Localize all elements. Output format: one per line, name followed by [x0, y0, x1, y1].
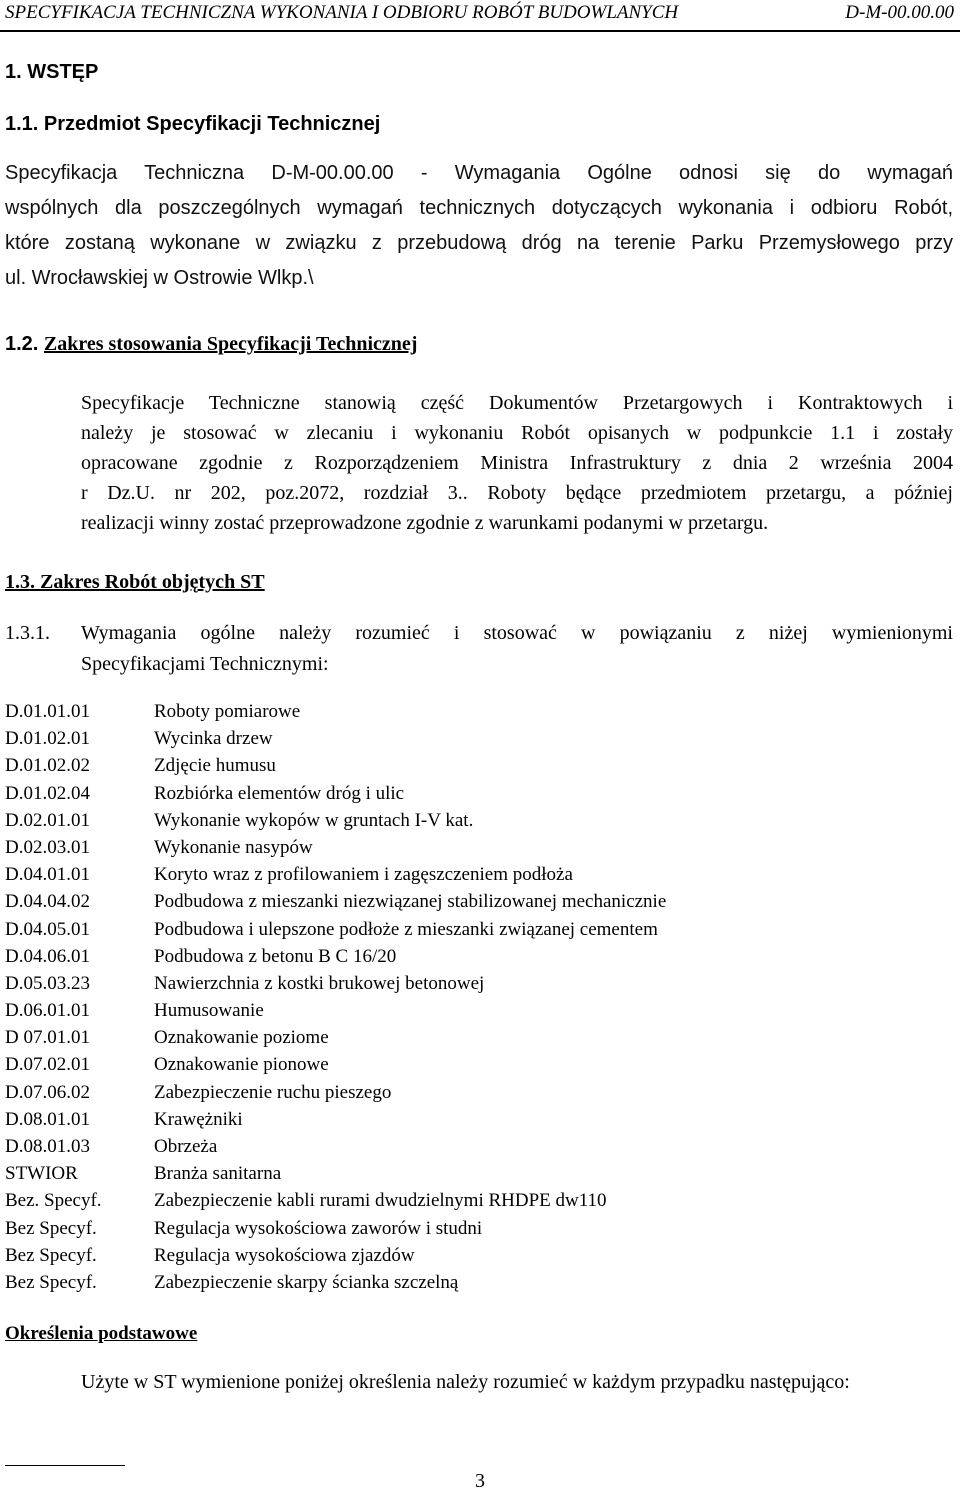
spec-code: Bez Specyf.	[5, 1271, 97, 1293]
paragraph-line: Specyfikacjami Technicznymi:	[81, 653, 329, 675]
spec-name: Obrzeża	[154, 1136, 218, 1157]
spec-code: D.08.01.01	[5, 1108, 90, 1130]
spec-list-item	[5, 997, 905, 1024]
spec-list-item	[5, 1215, 905, 1242]
page-header	[0, 0, 960, 32]
spec-name: Podbudowa z mieszanki niezwiązanej stabilizowanej mechanicznie	[154, 891, 667, 913]
spec-name: Nawierzchnia z kostki brukowej betonowej	[154, 972, 485, 994]
section-1-3-1-text	[81, 618, 953, 680]
spec-name: Zdjęcie humusu	[154, 755, 276, 777]
spec-list-item	[5, 1051, 905, 1078]
spec-code: D.01.02.04	[5, 782, 90, 804]
spec-code: D.01.02.01	[5, 728, 90, 750]
section-1-2-paragraph	[81, 388, 953, 538]
section-1-2-title: Zakres stosowania Specyfikacji Technicznej	[43, 333, 418, 355]
spec-name: Oznakowanie pionowe	[154, 1054, 329, 1076]
spec-name: Humusowanie	[154, 1000, 264, 1022]
spec-name: Regulacja wysokościowa zaworów i studni	[154, 1217, 483, 1239]
spec-name: Podbudowa z betonu B C 16/20	[154, 945, 397, 967]
section-1-2-number: 1.2.	[5, 333, 39, 355]
header-document-code: D-M-00.00.00	[845, 2, 954, 23]
spec-code: D.04.05.01	[5, 918, 90, 940]
spec-name: Zabezpieczenie ruchu pieszego	[154, 1081, 392, 1103]
paragraph-line: które zostaną wykonane w związku z przebudową dróg na terenie Parku Przemysłowego przy	[5, 232, 953, 254]
section-1-1-paragraph	[5, 156, 953, 296]
spec-list-item	[5, 1160, 905, 1187]
spec-list-item	[5, 1106, 905, 1133]
spec-name: Krawężniki	[154, 1108, 243, 1130]
spec-code: D.08.01.03	[5, 1136, 90, 1157]
spec-name: Regulacja wysokościowa zjazdów	[154, 1244, 415, 1266]
spec-code: D.01.02.02	[5, 755, 90, 777]
spec-name: Oznakowanie poziome	[154, 1027, 329, 1049]
spec-name: Zabezpieczenie kabli rurami dwudzielnymi RHDPE dw110	[154, 1190, 607, 1212]
paragraph-line: ul. Wrocławskiej w Ostrowie Wlkp.\	[5, 267, 314, 289]
paragraph-line: wspólnych dla poszczególnych wymagań technicznych dotyczących wykonania i odbioru Robót,	[5, 197, 953, 219]
spec-list-item	[5, 970, 905, 997]
spec-list-item	[5, 1079, 905, 1106]
spec-name: Branża sanitarna	[154, 1163, 282, 1185]
spec-list-item	[5, 916, 905, 943]
spec-code: D.04.04.02	[5, 891, 90, 913]
spec-list-item	[5, 780, 905, 807]
spec-code: D.02.03.01	[5, 836, 90, 858]
section-1-heading: 1. WSTĘP	[5, 61, 99, 83]
spec-code: D.07.06.02	[5, 1081, 90, 1103]
spec-code: D.02.01.01	[5, 809, 90, 831]
spec-name: Zabezpieczenie skarpy ścianka szczelną	[154, 1271, 459, 1293]
page-number: 3	[475, 1470, 485, 1492]
footer-rule	[5, 1465, 125, 1466]
spec-list-item	[5, 1242, 905, 1269]
definitions-heading: Określenia podstawowe	[5, 1323, 198, 1344]
specification-list	[5, 698, 905, 1296]
spec-list-item	[5, 834, 905, 861]
spec-name: Podbudowa i ulepszone podłoże z mieszanki związanej cementem	[154, 918, 658, 940]
spec-name: Rozbiórka elementów dróg i ulic	[154, 782, 405, 804]
spec-code: Bez Specyf.	[5, 1244, 97, 1266]
section-1-2-heading	[5, 330, 417, 358]
spec-list-item	[5, 943, 905, 970]
paragraph-line: Specyfikacja Techniczna D-M-00.00.00 - Wymagania Ogólne odnosi się do wymagań	[5, 162, 953, 184]
spec-code: D.05.03.23	[5, 972, 90, 994]
section-1-3-1-number: 1.3.1.	[5, 622, 50, 644]
spec-name: Wykonanie wykopów w gruntach I-V kat.	[154, 809, 474, 831]
header-title: SPECYFIKACJA TECHNICZNA WYKONANIA I ODBIORU ROBÓT BUDOWLANYCH	[5, 2, 679, 23]
spec-list-item	[5, 1133, 905, 1160]
section-1-3-heading: 1.3. Zakres Robót objętych ST	[5, 571, 265, 593]
section-1-1-heading: 1.1. Przedmiot Specyfikacji Technicznej	[5, 113, 381, 135]
spec-code: STWIOR	[5, 1163, 78, 1185]
spec-code: Bez. Specyf.	[5, 1190, 102, 1212]
spec-name: Roboty pomiarowe	[154, 701, 301, 722]
spec-list-item	[5, 861, 905, 888]
spec-name: Koryto wraz z profilowaniem i zagęszczeniem podłoża	[154, 864, 573, 886]
paragraph-line: Specyfikacje Techniczne stanowią część Dokumentów Przetargowych i Kontraktowych i	[81, 392, 953, 414]
spec-code: D.01.01.01	[5, 701, 90, 722]
spec-name: Wycinka drzew	[154, 728, 273, 750]
paragraph-line: r Dz.U. nr 202, poz.2072, rozdział 3.. Roboty będące przedmiotem przetargu, a później	[81, 482, 953, 504]
spec-list-item	[5, 1024, 905, 1051]
paragraph-line: należy je stosować w zlecaniu i wykonaniu Robót opisanych w podpunkcie 1.1 i zostały	[81, 422, 953, 444]
paragraph-line: realizacji winny zostać przeprowadzone zgodnie z warunkami podanymi w przetargu.	[81, 512, 769, 534]
spec-list-item	[5, 752, 905, 779]
spec-code: Bez Specyf.	[5, 1217, 97, 1239]
spec-list-item	[5, 1187, 905, 1214]
spec-code: D.04.06.01	[5, 945, 90, 967]
spec-list-item	[5, 1269, 905, 1296]
paragraph-line: Wymagania ogólne należy rozumieć i stosować w powiązaniu z niżej wymienionymi	[81, 622, 953, 644]
spec-list-item	[5, 725, 905, 752]
paragraph-line: opracowane zgodnie z Rozporządzeniem Ministra Infrastruktury z dnia 2 września 2004	[81, 452, 953, 474]
spec-code: D.06.01.01	[5, 1000, 90, 1022]
spec-code: D.07.02.01	[5, 1054, 90, 1076]
spec-name: Wykonanie nasypów	[154, 836, 313, 858]
spec-list-item	[5, 698, 905, 725]
spec-code: D 07.01.01	[5, 1027, 90, 1049]
definitions-intro: Użyte w ST wymienione poniżej określenia należy rozumieć w każdym przypadku następująco:	[81, 1371, 850, 1393]
spec-list-item	[5, 888, 905, 915]
spec-code: D.04.01.01	[5, 864, 90, 886]
spec-list-item	[5, 807, 905, 834]
